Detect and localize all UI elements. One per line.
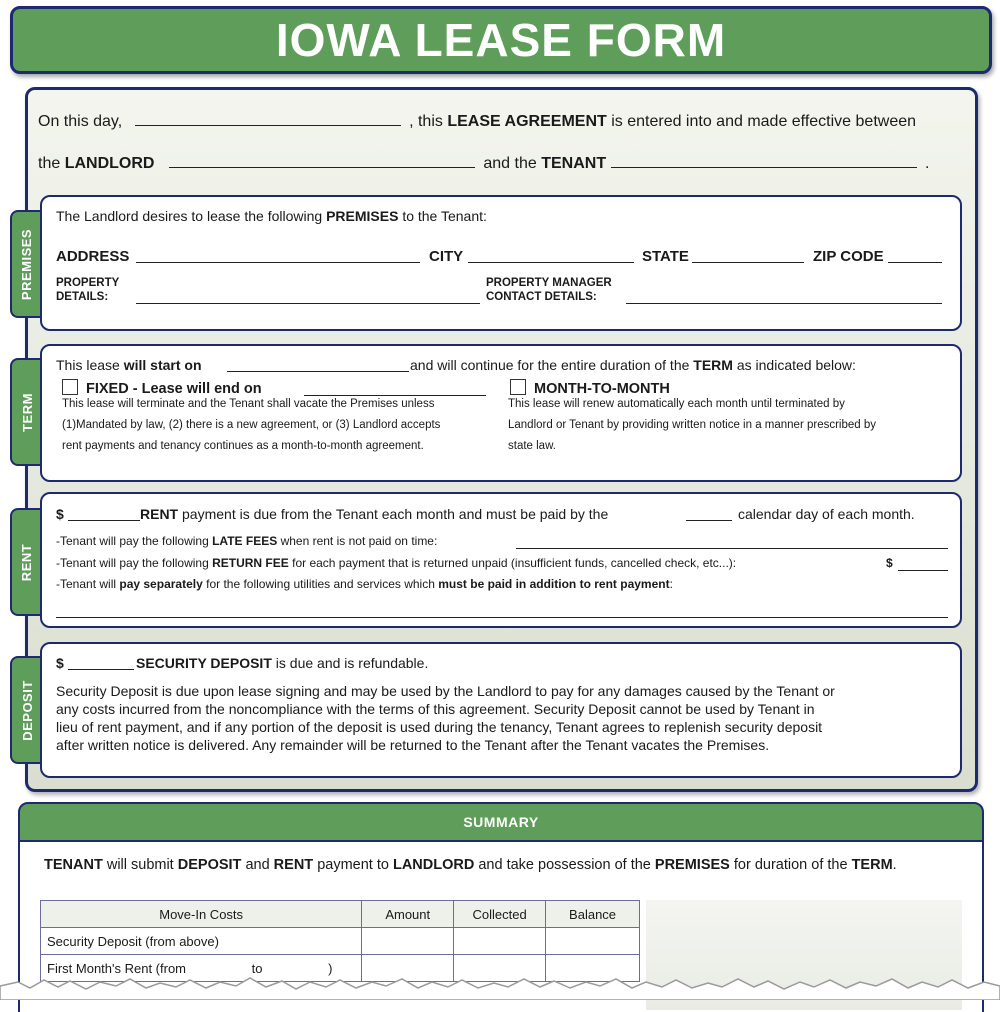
address-label: ADDRESS — [56, 248, 130, 265]
term-lead — [56, 357, 202, 373]
fixed-option[interactable] — [62, 379, 262, 397]
landlord-field[interactable] — [169, 154, 475, 168]
text: is due and is refundable. — [275, 655, 429, 671]
tab-deposit — [10, 656, 42, 764]
text-bold: PREMISES — [654, 857, 730, 873]
deposit-lead — [136, 655, 428, 671]
late-fee-line — [56, 534, 437, 548]
month-to-month-option[interactable] — [510, 379, 670, 397]
state-label: STATE — [642, 248, 689, 265]
date-field[interactable] — [135, 112, 401, 126]
term-lead-2 — [410, 357, 856, 373]
text-bold: SECURITY DEPOSIT — [136, 655, 272, 671]
text-bold: RETURN FEE — [212, 556, 289, 570]
text: to — [251, 960, 263, 976]
intro-line-1 — [38, 112, 916, 131]
deposit-section — [40, 642, 962, 778]
dollar-sign: $ — [56, 655, 64, 671]
balance-cell[interactable] — [546, 928, 640, 955]
text: ) — [328, 960, 333, 976]
tab-label: RENT — [19, 543, 35, 581]
text: The Landlord desires to lease the following — [56, 208, 323, 224]
tab-rent — [10, 508, 42, 616]
return-fee-field[interactable] — [898, 557, 948, 571]
table-row — [41, 928, 640, 955]
text: -Tenant will — [56, 577, 117, 591]
tab-label: TERM — [19, 392, 35, 432]
text-bold: LATE FEES — [212, 534, 278, 548]
text: This lease — [56, 357, 120, 373]
table-header-row — [41, 901, 640, 928]
address-field[interactable] — [136, 249, 420, 263]
text: and take possession of the — [478, 857, 651, 873]
title-bar — [10, 6, 992, 74]
mtm-label: MONTH-TO-MONTH — [534, 381, 670, 397]
intro-text: On this day, — [38, 113, 123, 130]
return-fee-line — [56, 556, 736, 570]
text: to the Tenant: — [402, 208, 487, 224]
text: -Tenant will pay the following — [56, 556, 209, 570]
deposit-amount-field[interactable] — [68, 656, 134, 670]
dollar-sign: $ — [56, 506, 64, 522]
end-date-field[interactable] — [304, 382, 486, 396]
rent-section — [40, 492, 962, 628]
state-field[interactable] — [692, 249, 804, 263]
fixed-label: FIXED - Lease will end on — [86, 381, 262, 397]
column-header: Move-In Costs — [41, 901, 362, 928]
property-details-field[interactable] — [136, 290, 480, 304]
text-bold: must be paid in addition to rent payment — [438, 577, 670, 591]
property-details-label: PROPERTY — [56, 277, 120, 289]
torn-edge — [0, 960, 1000, 1000]
property-details-label: DETAILS: — [56, 291, 109, 303]
summary-sentence — [44, 857, 897, 873]
intro-line-2 — [38, 154, 929, 173]
deposit-paragraph: any costs incurred from the noncompliance with the terms of this agreement. Security Deposit cannot be used by Tenant in — [56, 701, 815, 717]
text: . — [892, 857, 897, 873]
tenant-field[interactable] — [611, 154, 917, 168]
utilities-field[interactable] — [56, 604, 948, 618]
rent-amount-field[interactable] — [68, 507, 140, 521]
rent-suffix: calendar day of each month. — [738, 506, 915, 522]
column-header: Balance — [546, 901, 640, 928]
intro-text: and the — [483, 155, 537, 172]
text: payment to — [317, 857, 389, 873]
deposit-paragraph: after written notice is delivered. Any remainder will be returned to the Tenant after the Tenant vacates the Premises. — [56, 737, 770, 753]
mtm-desc: Landlord or Tenant by providing written notice in a manner prescribed by — [508, 419, 876, 431]
text-bold: TERM — [851, 857, 893, 873]
row-label: Security Deposit (from above) — [41, 928, 362, 955]
fixed-desc: rent payments and tenancy continues as a month-to-month agreement. — [62, 440, 424, 452]
city-label: CITY — [429, 248, 464, 265]
zip-label: ZIP CODE — [813, 248, 884, 265]
zip-field[interactable] — [888, 249, 942, 263]
text: when rent is not paid on time: — [280, 534, 438, 548]
intro-text: the — [38, 155, 61, 172]
start-date-field[interactable] — [227, 358, 409, 372]
text: and will continue for the entire duration of the — [410, 357, 690, 373]
fixed-desc: (1)Mandated by law, (2) there is a new agreement, or (3) Landlord accepts — [62, 419, 441, 431]
address-row — [56, 248, 129, 265]
tab-premises — [10, 210, 42, 318]
term-section — [40, 344, 962, 482]
text-bold: DEPOSIT — [177, 857, 242, 873]
late-fee-field[interactable] — [516, 535, 948, 549]
intro-bold: LEASE AGREEMENT — [447, 113, 607, 130]
summary-header — [18, 802, 984, 842]
column-header: Amount — [362, 901, 454, 928]
text-bold: pay separately — [119, 577, 203, 591]
utilities-line — [56, 577, 673, 591]
text: -Tenant will pay the following — [56, 534, 209, 548]
text: as indicated below: — [736, 357, 856, 373]
premises-lead — [56, 208, 487, 224]
rent-day-field[interactable] — [686, 507, 732, 521]
deposit-paragraph: Security Deposit is due upon lease signing and may be used by the Landlord to pay for any damages caused by the Tenant or — [56, 683, 835, 699]
text-bold: RENT — [273, 857, 314, 873]
text-bold: RENT — [140, 506, 179, 522]
collected-cell[interactable] — [454, 928, 546, 955]
manager-field[interactable] — [626, 290, 942, 304]
column-header: Collected — [454, 901, 546, 928]
premises-section — [40, 195, 962, 331]
intro-bold: TENANT — [541, 155, 607, 172]
deposit-paragraph: lieu of rent payment, and if any portion of the deposit is used during the tenancy, Tenant agrees to replenish security deposit — [56, 719, 823, 735]
intro-text: . — [925, 155, 930, 172]
text: will submit — [106, 857, 174, 873]
intro-bold: LANDLORD — [64, 155, 155, 172]
text: for each payment that is returned unpaid (insufficient funds, cancelled check, etc...): — [292, 556, 737, 570]
rent-text — [140, 506, 608, 522]
dollar-sign: $ — [886, 556, 893, 570]
text-bold: will start on — [123, 357, 202, 373]
text-bold: LANDLORD — [392, 857, 475, 873]
fixed-desc: This lease will terminate and the Tenant shall vacate the Premises unless — [62, 398, 435, 410]
text: : — [669, 577, 673, 591]
text: First Month's Rent (from — [47, 960, 187, 976]
manager-label: CONTACT DETAILS: — [486, 291, 597, 303]
tab-label: DEPOSIT — [19, 679, 35, 741]
text: payment is due from the Tenant each month and must be paid by the — [182, 506, 609, 522]
manager-label: PROPERTY MANAGER — [486, 277, 612, 289]
text: for the following utilities and services which — [206, 577, 435, 591]
intro-text: , this — [409, 113, 443, 130]
text: and — [245, 857, 270, 873]
mtm-desc: This lease will renew automatically each month until terminated by — [508, 398, 845, 410]
summary-title: SUMMARY — [463, 814, 539, 830]
city-field[interactable] — [468, 249, 634, 263]
tab-label: PREMISES — [19, 228, 35, 300]
text-bold: TERM — [693, 357, 733, 373]
text-bold: PREMISES — [326, 208, 399, 224]
amount-cell[interactable] — [362, 928, 454, 955]
month-to-month-checkbox[interactable] — [510, 379, 526, 395]
text-bold: TENANT — [44, 857, 103, 873]
intro-text: is entered into and made effective between — [611, 113, 917, 130]
mtm-desc: state law. — [508, 440, 556, 452]
page-title: IOWA LEASE FORM — [275, 14, 727, 66]
fixed-checkbox[interactable] — [62, 379, 78, 395]
text: for duration of the — [733, 857, 848, 873]
tab-term — [10, 358, 42, 466]
